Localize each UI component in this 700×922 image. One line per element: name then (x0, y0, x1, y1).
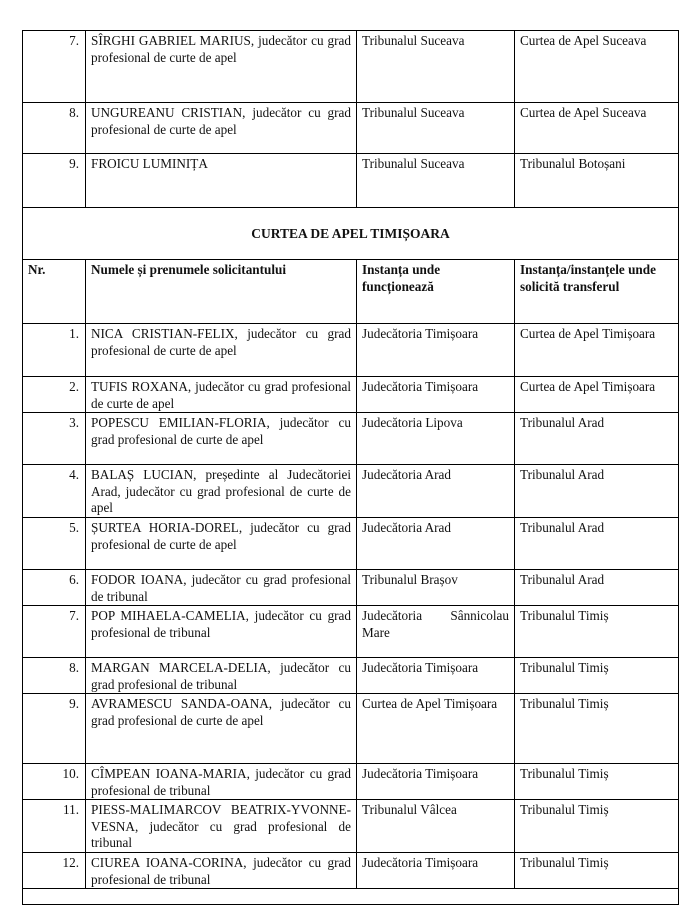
header-nr: Nr. (23, 260, 86, 324)
applicant-name: CÎMPEAN IOANA-MARIA, judecător cu grad profesional de tribunal (86, 764, 357, 800)
applicant-name: SÎRGHI GABRIEL MARIUS, judecător cu grad profesional de curte de apel (86, 31, 357, 103)
row-number: 1. (23, 324, 86, 377)
requested-court: Tribunalul Timiș (515, 606, 679, 658)
header-row (23, 260, 679, 324)
current-court: Tribunalul Brașov (357, 570, 515, 606)
transfer-table (22, 30, 679, 905)
row-number: 5. (23, 518, 86, 570)
row-number: 8. (23, 658, 86, 694)
applicant-name: POP MIHAELA-CAMELIA, judecător cu grad profesional de tribunal (86, 606, 357, 658)
current-court: Tribunalul Vâlcea (357, 800, 515, 853)
requested-court: Tribunalul Arad (515, 570, 679, 606)
current-court: Tribunalul Suceava (357, 31, 515, 103)
applicant-name: AVRAMESCU SANDA-OANA, judecător cu grad profesional de curte de apel (86, 694, 357, 764)
current-court: Judecătoria Sânnicolau Mare (357, 606, 515, 658)
table-row (23, 31, 679, 103)
requested-court: Tribunalul Arad (515, 518, 679, 570)
applicant-name: FODOR IOANA, judecător cu grad profesional de tribunal (86, 570, 357, 606)
current-court: Judecătoria Timișoara (357, 377, 515, 413)
row-number: 12. (23, 853, 86, 889)
current-court: Judecătoria Timișoara (357, 324, 515, 377)
table-row (23, 465, 679, 518)
table-row (23, 324, 679, 377)
row-number: 7. (23, 606, 86, 658)
table-row (23, 658, 679, 694)
current-court: Tribunalul Suceava (357, 154, 515, 208)
header-instanta: Instanța unde funcționează (357, 260, 515, 324)
requested-court: Tribunalul Timiș (515, 800, 679, 853)
current-court: Judecătoria Arad (357, 465, 515, 518)
row-number: 10. (23, 764, 86, 800)
current-court: Judecătoria Lipova (357, 413, 515, 465)
applicant-name: MARGAN MARCELA-DELIA, judecător cu grad profesional de tribunal (86, 658, 357, 694)
current-court: Curtea de Apel Timișoara (357, 694, 515, 764)
row-number: 3. (23, 413, 86, 465)
applicant-name: NICA CRISTIAN-FELIX, judecător cu grad profesional de curte de apel (86, 324, 357, 377)
current-court: Judecătoria Timișoara (357, 764, 515, 800)
current-court: Judecătoria Arad (357, 518, 515, 570)
applicant-name: UNGUREANU CRISTIAN, judecător cu grad profesional de curte de apel (86, 103, 357, 154)
applicant-name: CIUREA IOANA-CORINA, judecător cu grad profesional de tribunal (86, 853, 357, 889)
current-court: Judecătoria Timișoara (357, 658, 515, 694)
applicant-name: FROICU LUMINIȚA (86, 154, 357, 208)
current-court: Judecătoria Timișoara (357, 853, 515, 889)
section-row (23, 208, 679, 260)
table-row (23, 606, 679, 658)
applicant-name: TUFIS ROXANA, judecător cu grad profesional de curte de apel (86, 377, 357, 413)
table-row (23, 694, 679, 764)
requested-court: Tribunalul Timiș (515, 694, 679, 764)
table-row (23, 800, 679, 853)
empty-cell (23, 889, 679, 905)
row-number: 9. (23, 694, 86, 764)
requested-court: Tribunalul Arad (515, 413, 679, 465)
header-name: Numele și prenumele solicitantului (86, 260, 357, 324)
requested-court: Curtea de Apel Suceava (515, 31, 679, 103)
row-number: 11. (23, 800, 86, 853)
requested-court: Curtea de Apel Timișoara (515, 324, 679, 377)
requested-court: Tribunalul Timiș (515, 853, 679, 889)
row-number: 4. (23, 465, 86, 518)
current-court: Tribunalul Suceava (357, 103, 515, 154)
table-row (23, 570, 679, 606)
row-number: 9. (23, 154, 86, 208)
header-transfer: Instanța/instanțele unde solicită transferul (515, 260, 679, 324)
requested-court: Curtea de Apel Timișoara (515, 377, 679, 413)
table-row (23, 103, 679, 154)
table-row (23, 853, 679, 889)
applicant-name: POPESCU EMILIAN-FLORIA, judecător cu grad profesional de curte de apel (86, 413, 357, 465)
applicant-name: PIESS-MALIMARCOV BEATRIX-YVONNE-VESNA, judecător cu grad profesional de tribunal (86, 800, 357, 853)
table-row (23, 413, 679, 465)
table-row (23, 377, 679, 413)
applicant-name: BALAȘ LUCIAN, președinte al Judecătoriei Arad, judecător cu grad profesional de curte de apel (86, 465, 357, 518)
requested-court: Tribunalul Botoșani (515, 154, 679, 208)
requested-court: Curtea de Apel Suceava (515, 103, 679, 154)
requested-court: Tribunalul Timiș (515, 764, 679, 800)
row-number: 6. (23, 570, 86, 606)
requested-court: Tribunalul Arad (515, 465, 679, 518)
row-number: 7. (23, 31, 86, 103)
table-row (23, 764, 679, 800)
row-number: 2. (23, 377, 86, 413)
applicant-name: ȘURTEA HORIA-DOREL, judecător cu grad profesional de curte de apel (86, 518, 357, 570)
section-title: CURTEA DE APEL TIMIȘOARA (23, 208, 679, 260)
empty-row (23, 889, 679, 905)
row-number: 8. (23, 103, 86, 154)
requested-court: Tribunalul Timiș (515, 658, 679, 694)
table-row (23, 154, 679, 208)
table-row (23, 518, 679, 570)
